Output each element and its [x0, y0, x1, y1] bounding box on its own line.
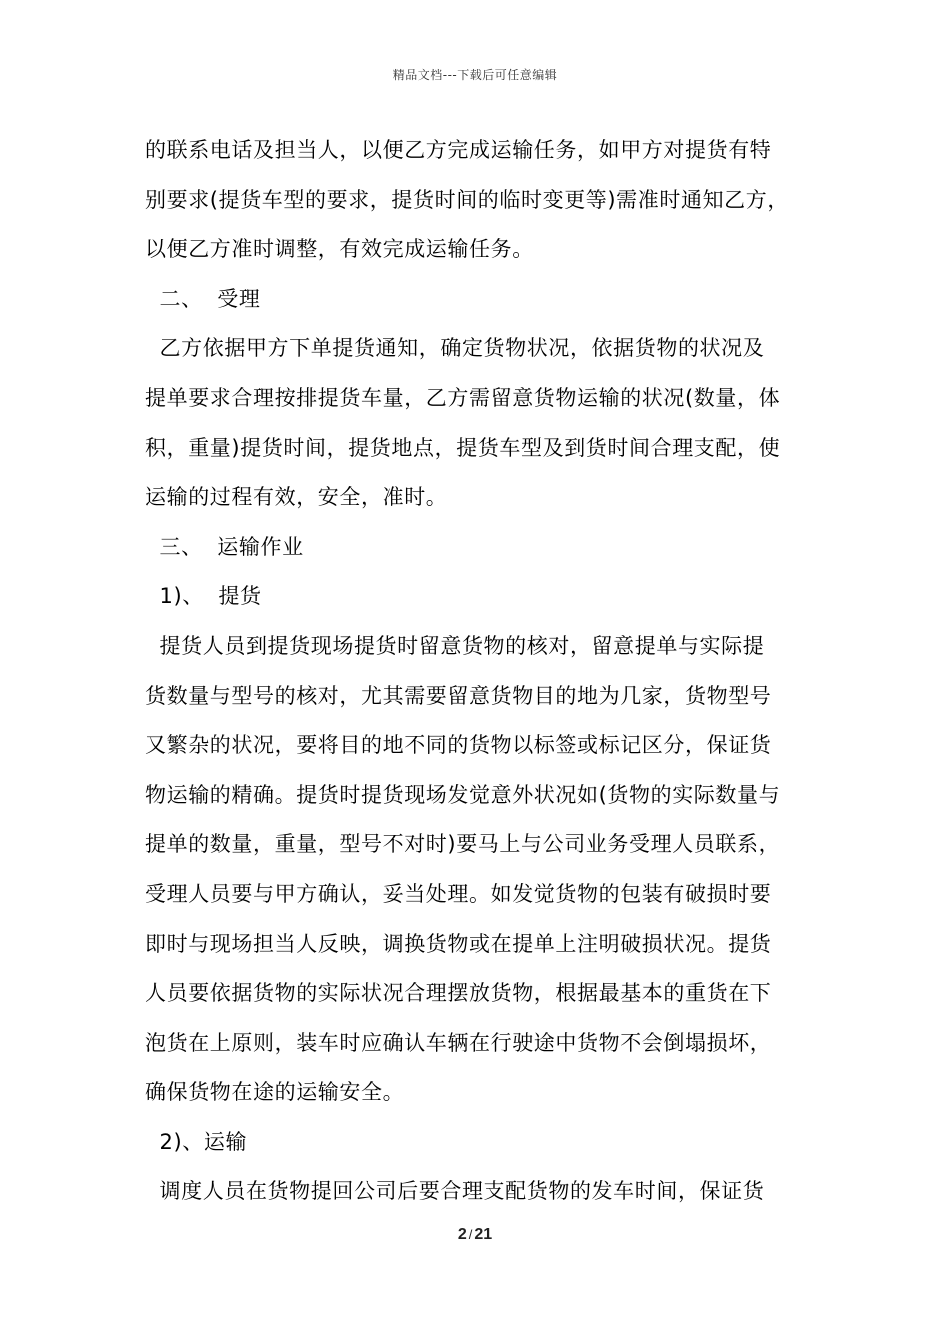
- body-line: 货数量与型号的核对，尤其需要留意货物目的地为几家，货物型号: [145, 683, 772, 708]
- section-heading: 三、 运输作业: [145, 534, 304, 559]
- body-line: 运输的过程有效，安全，准时。: [145, 485, 448, 510]
- body-line: 调度人员在货物提回公司后要合理支配货物的发车时间，保证货: [145, 1179, 765, 1204]
- body-line: 的联系电话及担当人，以便乙方完成运输任务，如甲方对提货有特: [145, 138, 772, 162]
- body-line: 泡货在上原则，装车时应确认车辆在行驶途中货物不会倒塌损坏，: [145, 1030, 772, 1055]
- body-line: 即时与现场担当人反映，调换货物或在提单上注明破损状况。提货: [145, 931, 772, 956]
- page-number: [0, 1226, 950, 1244]
- body-line: 物运输的精确。提货时提货现场发觉意外状况如(货物的实际数量与: [145, 782, 781, 807]
- document-body: [145, 126, 809, 1217]
- body-line: 提单要求合理按排提货车量，乙方需留意货物运输的状况(数量，体: [145, 385, 781, 410]
- body-line: 别要求(提货车型的要求，提货时间的临时变更等)需准时通知乙方，: [145, 187, 789, 212]
- subsection-heading: 1)、 提货: [145, 584, 262, 609]
- body-line: 提单的数量，重量，型号不对时)要马上与公司业务受理人员联系，: [145, 832, 781, 857]
- page-header: 精品文档---下载后可任意编辑: [392, 68, 558, 82]
- body-line: 受理人员要与甲方确认，妥当处理。如发觉货物的包装有破损时要: [145, 881, 772, 906]
- body-line: 又繁杂的状况，要将目的地不同的货物以标签或标记区分，保证货: [145, 733, 772, 758]
- body-line: 乙方依据甲方下单提货通知，确定货物状况，依据货物的状况及: [145, 336, 765, 361]
- body-line: 确保货物在途的运输安全。: [145, 1080, 405, 1105]
- body-line: 提货人员到提货现场提货时留意货物的核对，留意提单与实际提: [145, 633, 765, 658]
- body-line: 以便乙方准时调整，有效完成运输任务。: [145, 237, 534, 262]
- body-line: 人员要依据货物的实际状况合理摆放货物，根据最基本的重货在下: [145, 981, 772, 1006]
- subsection-heading: 2)、运输: [145, 1129, 248, 1154]
- section-heading: 二、 受理: [145, 286, 261, 311]
- current-page-number: 2: [457, 1226, 467, 1243]
- body-line: 积，重量)提货时间，提货地点，提货车型及到货时间合理支配，使: [145, 435, 781, 460]
- total-pages-number: 21: [474, 1226, 493, 1243]
- page-separator: /: [468, 1227, 473, 1242]
